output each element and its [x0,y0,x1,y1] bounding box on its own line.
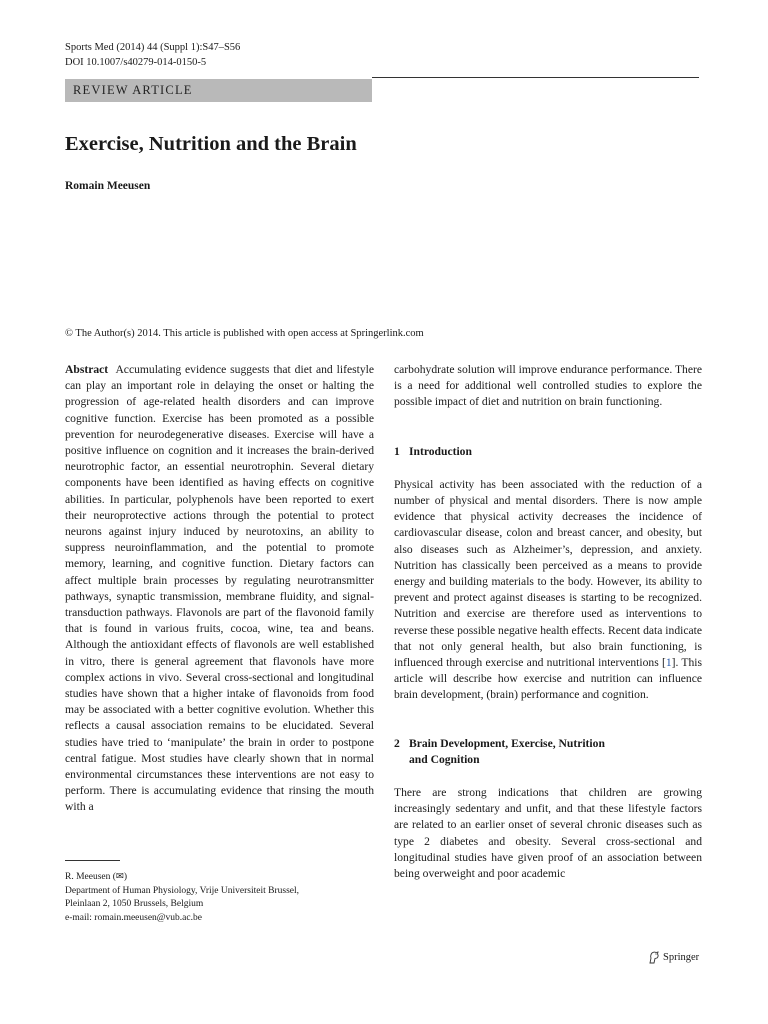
copyright-notice: © The Author(s) 2014. This article is published with open access at Springerlink.com [65,328,424,339]
article-type-label: REVIEW ARTICLE [65,79,372,102]
abstract-paragraph [65,362,374,816]
journal-reference [65,40,240,70]
section-number: 2 [394,736,400,750]
footnote-rule [65,860,120,861]
section-title-line: and Cognition [409,752,480,766]
journal-citation: Sports Med (2014) 44 (Suppl 1):S47–S56 [65,42,241,53]
author-name: Romain Meeusen [65,180,151,192]
section-title [409,736,605,768]
section-title: Introduction [409,444,472,458]
publisher-logo [648,951,699,964]
section-title-line: Brain Development, Exercise, Nutrition [409,736,605,750]
footnote-email[interactable]: e-mail: romain.meeusen@vub.ac.be [65,912,202,923]
doi-link[interactable]: DOI 10.1007/s40279-014-0150-5 [65,57,207,68]
section-heading-brain-development [394,736,702,768]
abstract-text: Accumulating evidence suggests that diet and lifestyle can play an important role in delaying the onset or halting the progression of age-related health disorders and can improve cognitive function. Exercise has been promoted as a possible prevention for neurodegenerative diseases. Exercise will have a positive influence on cognition and it increases the brain-derived neurotrophic factor, an essential neurotrophin. Several dietary components have been identified as having effects on cognitive abilities. In particular, polyphenols have been reported to exert their neuroprotective actions through the potential to protect neurons against injury induced by neurotoxins, an ability to suppress neuroinflammation, and the potential to promote memory, learning, and cognitive function. Dietary factors can affect multiple brain processes by regulating neurotransmitter pathways, synaptic transmission, membrane fluidity, and signal-transduction pathways. Flavonols are part of the flavonoid family that is found in various fruits, cocoa, wine, tea and beans. Although the antioxidant effects of flavonols are well established in vitro, there is general agreement that flavonols have more complex actions in vivo. Several cross-sectional and longitudinal studies have shown that a higher intake of flavonoids from food may be associated with a better cognitive evolution. Whether this reflects a causal association remains to be elucidated. Several studies have tried to ‘manipulate’ the brain in order to postpone central fatigue. Most studies have clearly shown that in normal environmental circumstances these interventions are not easy to perform. There is accumulating evidence that rinsing the mouth with a [65,363,374,814]
right-column [394,362,702,882]
citation-link[interactable]: 1 [665,656,672,670]
abstract-continuation: carbohydrate solution will improve endurance performance. There is a need for additional well controlled studies to explore the possible impact of diet and nutrition on brain functioning. [394,363,702,409]
introduction-text-end: ]. This article will describe how exercise and nutrition can influence brain development, (brain) performance and cognition. [394,656,703,702]
section-number: 1 [394,444,400,458]
abstract-label: Abstract [65,363,109,376]
introduction-text: Physical activity has been associated with the reduction of a number of physical and mental disorders. There is now ample evidence that physical activity decreases the incidence of cardiovascular disease, colon and breast cancer, and obesity, but also diseases such as Alzheimer’s, depression, and anxiety. Nutrition has classically been perceived as a means to provide energy and building materials to the body. However, its ability to prevent and protect against diseases is starting to be recognized. Nutrition and exercise are therefore used as interventions to reverse these possible negative health effects. Recent data indicate that not only general health, but also brain functioning, is influenced through exercise and nutritional interventions [ [394,477,702,670]
section-heading-introduction [394,444,702,460]
header-rule [372,77,699,78]
section-2-paragraph: There are strong indications that children are growing increasingly sedentary and unfit, and that these lifestyle factors are related to an earlier onset of several chronic diseases such as type 2 diabetes and obesity. Several cross-sectional and longitudinal studies have given proof of an association between being overweight and poor academic [394,786,702,881]
footnote-affiliation: Department of Human Physiology, Vrije Universiteit Brussel, [65,885,299,896]
correspondence-footnote [65,871,299,925]
article-title: Exercise, Nutrition and the Brain [65,133,357,155]
footnote-address: Pleinlaan 2, 1050 Brussels, Belgium [65,899,204,909]
introduction-paragraph [394,477,702,704]
left-column [65,362,374,816]
footnote-author: R. Meeusen (✉) [65,872,128,882]
publisher-name: Springer [663,952,700,963]
springer-horse-icon [648,951,660,964]
